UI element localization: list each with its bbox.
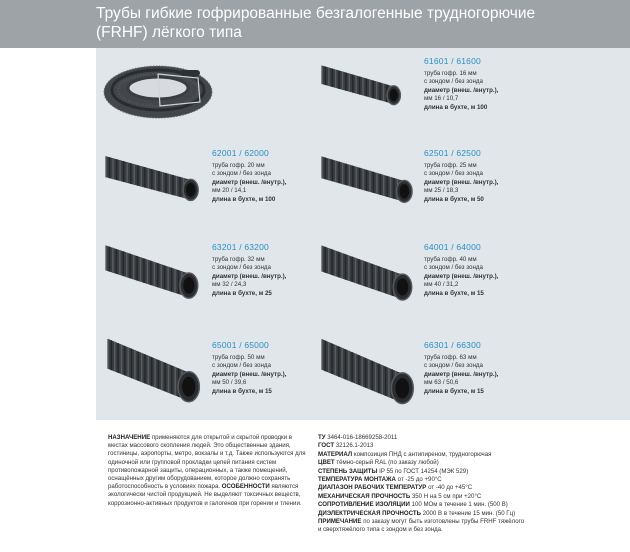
product-spec-line: с зондом / без зонда (424, 362, 483, 370)
product-spec-line: мм 16 / 10,7 (424, 95, 459, 103)
purpose-text: НАЗНАЧЕНИЕ применяются для открытой и скрытой проводки в местах массового скопления людей. Это общественные здания, гостиницы, аэропорты, метро, вокзалы и т.д. Также используются для одиночной или групповой прокладки цепей питания систем противопожарной защиты, операционных, а также помещений, оснащённых другим оборудованием, которое должно сохранять работоспособность в условиях пожара. ОСОБЕННОСТИ являются экологически чистой продукцией. Не выделяют токсичных веществ, коррозионно-активных продуктов и галогенов при горении и тлении. (108, 434, 306, 507)
product-spec-line: труба гофр. 32 мм (212, 256, 265, 263)
product-spec-line: с зондом / без зонда (424, 170, 483, 178)
product-spec-line: длина в бухте, м 15 (212, 387, 272, 395)
corrugated-tube-image (106, 330, 202, 404)
product-code: 62501 / 62500 (424, 148, 481, 158)
product-spec-line: труба гофр. 25 мм (424, 162, 477, 169)
product-spec-line: с зондом / без зонда (212, 264, 271, 272)
product-description (424, 354, 534, 396)
product-spec-line: диаметр (внеш. /внутр.), (424, 178, 499, 186)
page-title: Трубы гибкие гофрированные безгалогенные трудногорючие (FRHF) лёгкого типа (96, 5, 536, 41)
product-spec-line: диаметр (внеш. /внутр.), (424, 370, 499, 378)
product-code: 64001 / 64000 (424, 242, 481, 252)
product-spec-line: мм 32 / 24,3 (212, 281, 247, 289)
spec-line: ГОСТ 32126.1-2013 (318, 442, 374, 450)
product-code: 62001 / 62000 (212, 148, 269, 158)
spec-line: СОПРОТИВЛЕНИЕ ИЗОЛЯЦИИ 100 МОм в течение 1 мин. (500 В) (318, 501, 508, 509)
product-spec-line: длина в бухте, м 50 (424, 195, 484, 203)
product-description (212, 162, 322, 204)
product-spec-line: длина в бухте, м 25 (212, 289, 272, 297)
spec-line: ДИАПАЗОН РАБОЧИХ ТЕМПЕРАТУР от -40 до +45°С (318, 484, 473, 492)
product-spec-line: диаметр (внеш. /внутр.), (212, 272, 287, 280)
product-spec-line: с зондом / без зонда (424, 264, 483, 272)
product-spec-line: с зондом / без зонда (424, 78, 483, 86)
product-spec-line: мм 40 / 31,2 (424, 281, 459, 289)
spec-line: МАТЕРИАЛ композиция ПНД с антипиреном, трудногорючая (318, 450, 492, 458)
product-spec-line: труба гофр. 20 мм (212, 162, 265, 169)
product-code: 66301 / 66300 (424, 340, 481, 350)
product-spec-line: диаметр (внеш. /внутр.), (424, 86, 499, 94)
product-spec-line: длина в бухте, м 15 (424, 289, 484, 297)
bottom-section (0, 428, 630, 552)
product-spec-line: с зондом / без зонда (212, 362, 271, 370)
spec-line: СТЕПЕНЬ ЗАЩИТЫ IP 55 по ГОСТ 14254 (МЭК 529) (318, 467, 469, 475)
product-spec-line: длина в бухте, м 100 (424, 103, 488, 111)
spec-line: МЕХАНИЧЕСКАЯ ПРОЧНОСТЬ 350 Н на 5 см при +20°С (318, 492, 482, 500)
product-code: 63201 / 63200 (212, 242, 269, 252)
product-description (424, 70, 534, 112)
spec-line: ТЕМПЕРАТУРА МОНТАЖА от -25 до +90°С (318, 476, 442, 484)
corrugated-tube-image (104, 150, 200, 202)
product-spec-line: труба гофр. 16 мм (424, 70, 477, 77)
product-spec-line: мм 20 / 14,1 (212, 187, 247, 195)
product-spec-line: труба гофр. 50 мм (212, 354, 265, 361)
corrugated-tube-image (320, 60, 402, 106)
product-code: 65001 / 65000 (212, 340, 269, 350)
corrugated-tube-image (320, 150, 414, 204)
product-spec-line: труба гофр. 63 мм (424, 354, 477, 361)
corrugated-tube-image (320, 238, 414, 302)
product-spec-line: диаметр (внеш. /внутр.), (212, 370, 287, 378)
product-spec-line: длина в бухте, м 15 (424, 387, 484, 395)
product-code: 61601 / 61600 (424, 56, 481, 66)
tube-coil-image (100, 52, 220, 124)
product-description (212, 256, 322, 298)
specs-list (318, 434, 528, 535)
spec-line: ПРИМЕЧАНИЕ по заказу могут быть изготовлены трубы FRHF тяжёлого и сверхтяжёлого типа с зондом и без зонда. (318, 518, 525, 534)
spec-line: ТУ 3464-016-18669258-2011 (318, 434, 398, 441)
product-spec-line: с зондом / без зонда (212, 170, 271, 178)
product-spec-line: длина в бухте, м 100 (212, 195, 276, 203)
product-description (424, 162, 534, 204)
product-spec-line: мм 63 / 50,6 (424, 379, 459, 387)
corrugated-tube-image (320, 330, 416, 406)
spec-line: ЦВЕТ тёмно-серый RAL (по заказу любой) (318, 459, 439, 467)
product-spec-line: диаметр (внеш. /внутр.), (424, 272, 499, 280)
product-spec-line: мм 50 / 39,6 (212, 379, 247, 387)
corrugated-tube-image (104, 238, 200, 300)
product-description (424, 256, 534, 298)
product-description (212, 354, 322, 396)
product-spec-line: диаметр (внеш. /внутр.), (212, 178, 287, 186)
product-spec-line: мм 25 / 18,3 (424, 187, 459, 195)
product-spec-line: труба гофр. 40 мм (424, 256, 477, 263)
spec-line: ДИЭЛЕКТРИЧЕСКАЯ ПРОЧНОСТЬ 2000 В в течение 15 мин. (50 Гц) (318, 509, 516, 517)
